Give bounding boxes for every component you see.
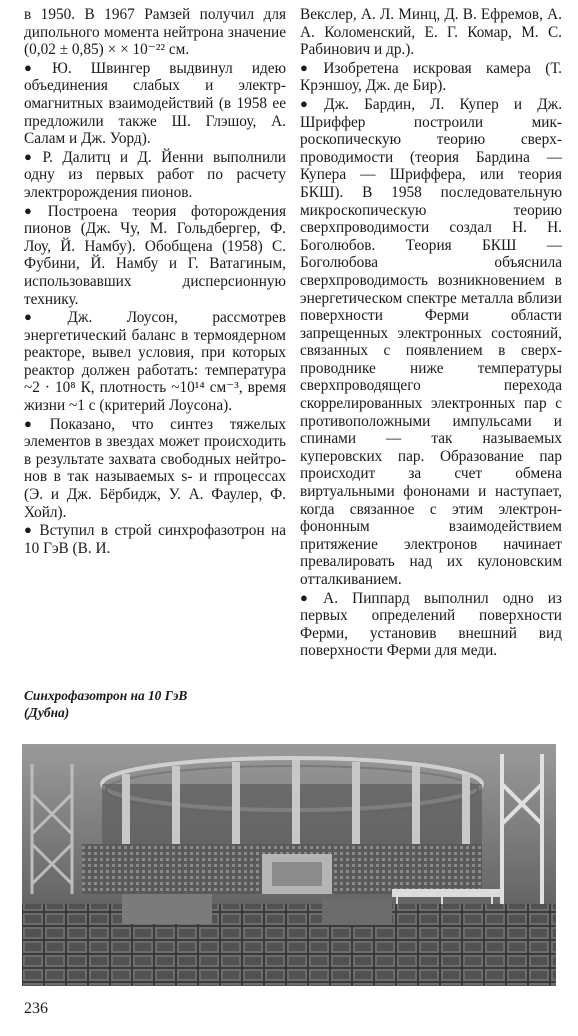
- bullet-icon: ●: [300, 589, 319, 605]
- text-line: Ферми области запрещенных: [300, 307, 562, 342]
- caption-line: (Дубна): [24, 704, 70, 720]
- text-line: Намбу и Г. Ватагиным, использо: [24, 255, 286, 290]
- text-line: омагнитных взаимодействий: [24, 94, 214, 112]
- text-line: ности Ферми, установив внеш: [300, 607, 562, 642]
- chronology-entry: [24, 522, 286, 557]
- text-line: Е. Г. Комар, М. С. Рабинович: [300, 23, 562, 59]
- entry-text: [300, 96, 562, 589]
- text-line: металла вблизи поверхности: [300, 289, 562, 325]
- text-line: Уорд).: [109, 130, 151, 148]
- caption-line: Синхрофазотрон на 10 ГэВ: [24, 688, 188, 703]
- text-line: для дипольного момента ней: [24, 6, 286, 41]
- chronology-entry: [24, 203, 286, 309]
- bullet-icon: ●: [24, 415, 45, 431]
- text-line: энергетический баланс в тер: [24, 326, 215, 344]
- text-line: см⁻³, время жизни ~1 с (кри: [24, 379, 287, 415]
- text-line: нов в так называемых s- и r: [24, 468, 219, 486]
- bullet-icon: ●: [24, 309, 63, 325]
- text-line: Гольдбергер, Ф. Лоу, Й. Намбу).: [24, 220, 286, 255]
- text-line: лоновским отталкиванием.: [300, 553, 562, 588]
- text-line: по расчету электророждения: [24, 166, 286, 201]
- text-line: пульсами и спинами — так на: [300, 412, 562, 448]
- entry-text: [24, 60, 286, 148]
- text-line: теория БКШ). В 1958 последо: [300, 166, 562, 201]
- text-line: фононным взаимодействием: [300, 518, 562, 536]
- text-line: за счет обмена виртуальными: [300, 465, 562, 501]
- text-line: Построена теория фоторож: [47, 202, 249, 220]
- text-line: Ш. Глэшоу, А. Салам и Дж.: [24, 112, 286, 148]
- text-line: ра (Т. Крэншоу, Дж. де Бир).: [300, 59, 563, 95]
- text-line: проводимости (теория Барди: [300, 148, 515, 166]
- text-line: терий Лоусона).: [127, 397, 233, 415]
- text-line: дения пионов (Дж. Чу, М.: [24, 202, 286, 238]
- text-line: процессах (Э. и Дж. Бёрбидж,: [24, 468, 286, 504]
- text-line: ний вид поверхности Ферми: [300, 624, 562, 660]
- chronology-entry: [24, 149, 286, 202]
- chronology-entry: [24, 6, 286, 59]
- text-line: фазотрон на 10 ГэВ (В. И.: [24, 522, 287, 557]
- entry-text: [300, 590, 562, 660]
- text-line: Показано, что синтез тя: [49, 415, 244, 433]
- text-line: нием в энергетическом спектре: [300, 271, 562, 307]
- photo-caption: [24, 688, 286, 721]
- text-line: вательную микроскопическую: [300, 183, 562, 219]
- text-line: электронных состояний, свя: [300, 324, 562, 360]
- text-line: сверхпроводимость возникнове: [300, 271, 513, 289]
- entry-text: [24, 522, 286, 557]
- page-number: 236: [24, 1000, 48, 1017]
- text-line: дал Н. Н. Боголюбов. Теория: [300, 219, 562, 254]
- entry-text: [24, 203, 286, 309]
- bullet-icon: ●: [300, 95, 320, 111]
- text-line: и др.).: [374, 41, 415, 59]
- text-line: трона значение (0,02 ± 0,85) ×: [24, 23, 286, 59]
- text-line: зываемых куперовских пар.: [300, 430, 562, 465]
- synchrophasotron-photo: [22, 744, 556, 986]
- entry-text: [24, 416, 286, 522]
- entry-text: [24, 309, 286, 415]
- text-line: × 10⁻²² см.: [120, 41, 190, 59]
- text-line: Дж. Шриффер построили мик: [300, 95, 563, 131]
- text-line: моядерном реакторе, вывел: [24, 326, 286, 362]
- text-line: желых элементов в звездах: [24, 415, 286, 451]
- chronology-entry: [24, 416, 286, 522]
- text-line: притяжение электронов начи: [300, 535, 534, 553]
- text-line: теорию сверхпроводимости соз: [300, 201, 562, 237]
- bullet-icon: ●: [24, 202, 43, 218]
- text-line: Вступил в строй синхро: [39, 522, 205, 540]
- text-line: роскопическую теорию сверх: [300, 131, 562, 149]
- left-column: [24, 6, 286, 558]
- chronology-entry: [300, 590, 562, 660]
- text-line: Дж. Бардин, Л. Купер и: [324, 95, 523, 113]
- text-line: полнили одну из первых работ: [24, 148, 286, 184]
- bullet-icon: ●: [24, 148, 38, 164]
- bullet-icon: ●: [24, 522, 35, 538]
- text-line: Векслер, А. Л. Минц, Д. В.: [300, 6, 477, 23]
- bullet-icon: ●: [300, 59, 319, 75]
- text-line: А. Пиппард выполнил одно: [323, 589, 534, 607]
- text-line: пионов.: [141, 183, 193, 201]
- text-line: пар с противоположными им: [300, 395, 562, 430]
- text-line: Обобщена (1958) С. Фубини, Й.: [24, 237, 287, 273]
- text-line: Образование пар происходит: [300, 447, 562, 483]
- chronology-entry: [300, 60, 562, 95]
- text-line: Ефремов, А. А. Коломенский,: [300, 6, 562, 41]
- bullet-icon: ●: [24, 59, 48, 75]
- synchrophasotron-illustration: [22, 744, 556, 986]
- text-line: должен работать: температура: [81, 361, 286, 379]
- text-line: У. А. Фаулер, Ф. Хойл).: [24, 486, 286, 521]
- text-line: занных с появлением в сверх: [320, 342, 562, 360]
- text-line: БКШ — Боголюбова объяснила: [300, 236, 562, 272]
- text-line: Изобретена искровая каме: [323, 59, 517, 77]
- chronology-entry: [300, 96, 562, 589]
- text-line: Дж. Лоусон, рассмотрев: [67, 309, 286, 327]
- text-line: проводнике ниже температуры: [300, 359, 562, 377]
- text-line: фононами и наступает, когда: [300, 483, 563, 518]
- text-line: ~2 · 10⁸ К, плотность ~10¹⁴: [24, 379, 205, 397]
- entry-text: [24, 6, 286, 59]
- text-line: условия, при которых реактор: [24, 344, 287, 379]
- chronology-entry: [300, 6, 562, 59]
- entry-text: [24, 149, 286, 202]
- text-line: вавших дисперсионную технику.: [24, 272, 286, 308]
- text-line: связанное с этим электрон: [349, 500, 562, 518]
- entry-text: [300, 6, 562, 59]
- text-line: тате захвата свободных нейтро: [77, 450, 286, 468]
- text-line: сверхпроводящего перехода: [300, 377, 562, 395]
- text-line: нает превалировать над их ку: [300, 535, 562, 571]
- entry-text: [300, 60, 562, 95]
- text-line: Р. Далитц и Д. Йенни вы: [42, 148, 231, 166]
- text-line: может происходить в резуль: [24, 433, 287, 468]
- chronology-entry: [24, 60, 286, 148]
- chronology-entry: [24, 309, 286, 415]
- text-line: для меди.: [434, 642, 498, 660]
- text-line: объединения слабых и электр: [24, 77, 286, 95]
- right-column: [300, 6, 562, 661]
- text-line: Ю. Швингер выдвинул идею: [52, 59, 287, 77]
- text-line: из первых определений поверх: [300, 589, 562, 625]
- text-line: (в 1958 ее предложили также: [24, 94, 286, 130]
- text-line: в 1950. В 1967 Рамзей получил: [24, 6, 255, 23]
- text-line: скоррелированных электронных: [300, 395, 516, 413]
- text-line: на — Купера — Шриффера, или: [300, 148, 562, 184]
